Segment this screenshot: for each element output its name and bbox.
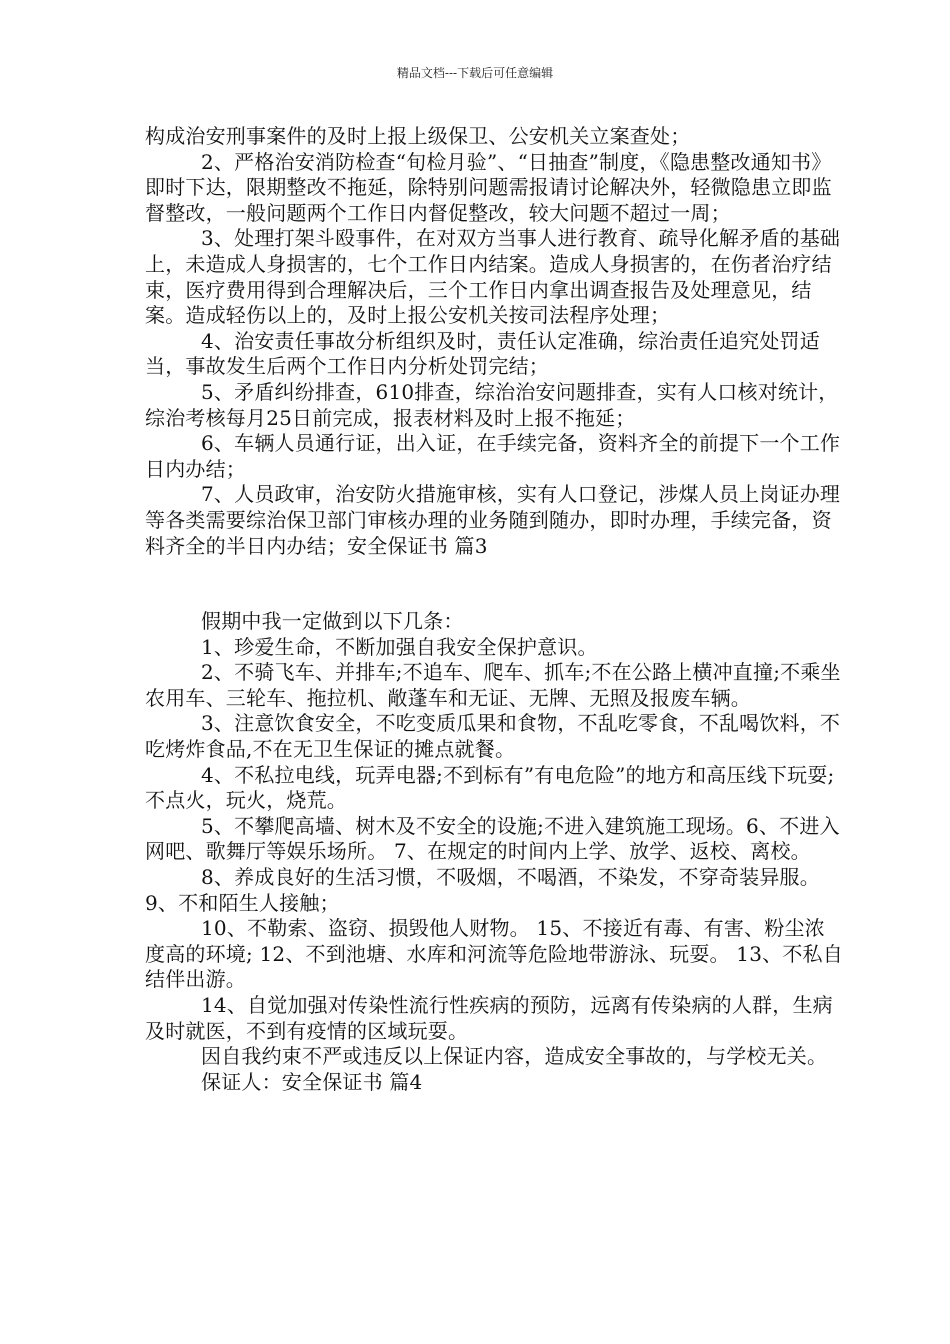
paragraph: 4、不私拉电线，玩弄电器;不到标有”有电危险”的地方和高压线下玩耍;不点火，玩火，烧荒。: [145, 762, 835, 813]
paragraph: 因自我约束不严或违反以上保证内容，造成安全事故的，与学校无关。: [201, 1044, 828, 1069]
paragraph: 3、注意饮食安全，不吃变质瓜果和食物，不乱吃零食，不乱喝饮料，不吃烤炸食品,不在无卫生保证的摊点就餐。: [145, 711, 841, 762]
section-part1: [145, 124, 845, 559]
paragraph: 假期中我一定做到以下几条：: [201, 609, 464, 634]
section-part2: [145, 609, 845, 1095]
paragraph: 2、严格治安消防检查“旬检月验”、“日抽查”制度，《隐患整改通知书》即时下达，限期整改不拖延，除特别问题需报请讨论解决外，轻微隐患立即监督整改，一般问题两个工作日内督促整改，较大问题不超过一周；: [145, 149, 832, 225]
paragraph: 1、珍爱生命，不断加强自我安全保护意识。: [201, 634, 598, 659]
paragraph: 6、车辆人员通行证，出入证，在手续完备，资料齐全的前提下一个工作日内办结；: [145, 431, 841, 481]
paragraph: 3、处理打架斗殴事件，在对双方当事人进行教育、疏导化解矛盾的基础上，未造成人身损害的，七个工作日内结案。造成人身损害的，在伤者治疗结束，医疗费用得到合理解决后，三个工作日内拿出调查报告及处理意见，结案。造成轻伤以上的，及时上报公安机关按司法程序处理；: [145, 226, 841, 328]
paragraph: 5、不攀爬高墙、树木及不安全的设施;不进入建筑施工现场。6、不进入网吧、歌舞厅等娱乐场所。 7、在规定的时间内上学、放学、返校、离校。: [145, 813, 840, 864]
paragraph: 5、矛盾纠纷排查，610排查，综治治安问题排查，实有人口核对统计，综治考核每月25日前完成，报表材料及时上报不拖延；: [145, 379, 839, 430]
paragraph: 构成治安刑事案件的及时上报上级保卫、公安机关立案查处；: [145, 124, 691, 148]
document-body: [145, 124, 845, 1095]
paragraph: 8、养成良好的生活习惯，不吸烟，不喝酒，不染发，不穿奇装异服。 9、不和陌生人接触；: [145, 865, 820, 915]
paragraph: 10、不勒索、盗窃、损毁他人财物。 15、不接近有毒、有害、粉尘浓度高的环境; 12、不到池塘、水库和河流等危险地带游泳、玩耍。 13、不私自结伴出游。: [145, 916, 843, 992]
paragraph: 保证人：安全保证书 篇4: [201, 1069, 423, 1094]
paragraph: 2、不骑飞车、并排车;不追车、爬车、抓车;不在公路上横冲直撞;不乘坐农用车、三轮车、拖拉机、敞蓬车和无证、无牌、无照及报废车辆。: [145, 660, 841, 710]
page-header: 精品文档---下载后可任意编辑: [396, 66, 554, 80]
paragraph: 7、人员政审，治安防火措施审核，实有人口登记，涉煤人员上岗证办理等各类需要综治保卫部门审核办理的业务随到随办，即时办理，手续完备，资料齐全的半日内办结；安全保证书 篇3: [145, 482, 841, 558]
section-gap: [145, 559, 845, 609]
paragraph: 4、治安责任事故分析组织及时，责任认定准确，综治责任追究处罚适当，事故发生后两个工作日内分析处罚完结；: [145, 328, 820, 379]
paragraph: 14、自觉加强对传染性流行性疾病的预防，远离有传染病的人群，生病及时就医，不到有疫情的区域玩耍。: [145, 993, 833, 1043]
